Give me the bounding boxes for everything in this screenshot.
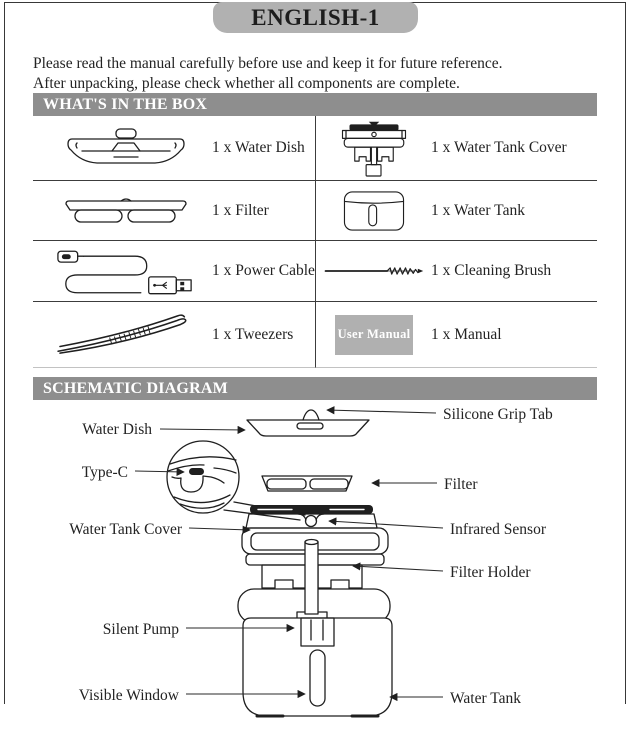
list-item xyxy=(315,181,597,241)
item-label: 1 x Power Cable xyxy=(212,262,315,279)
intro-text xyxy=(33,54,608,94)
list-item xyxy=(33,241,315,302)
label-silent-pump: Silent Pump xyxy=(102,621,179,638)
whats-in-the-box-heading-label: WHAT'S IN THE BOX xyxy=(43,95,208,113)
list-item xyxy=(315,241,597,302)
label-water-tank-cover: Water Tank Cover xyxy=(69,521,182,538)
water-tank-cover-line xyxy=(189,528,250,530)
item-label: 1 x Water Tank xyxy=(431,201,525,219)
power-cable-icon xyxy=(43,243,208,299)
schematic-diagram xyxy=(0,400,629,730)
manual-cover xyxy=(335,315,413,355)
item-label: 1 x Water Dish xyxy=(212,139,305,156)
infrared-sensor-line xyxy=(329,521,443,528)
language-tab xyxy=(213,2,418,33)
list-item xyxy=(33,116,315,181)
list-item xyxy=(315,116,597,181)
list-item xyxy=(315,302,597,368)
item-label: 1 x Cleaning Brush xyxy=(431,262,552,279)
label-water-dish: Water Dish xyxy=(82,421,152,438)
item-label: 1 x Filter xyxy=(212,201,269,219)
item-label: 1 x Water Tank Cover xyxy=(431,139,567,156)
water-tank-icon xyxy=(324,186,424,236)
water-dish-drawing xyxy=(247,410,369,436)
tweezers-icon xyxy=(43,313,208,357)
list-item xyxy=(33,302,315,368)
label-infrared-sensor: Infrared Sensor xyxy=(450,521,546,538)
intro-line-2: After unpacking, please check whether all components are complete. xyxy=(33,75,460,92)
manual-cover-text: User Manual xyxy=(337,327,411,341)
item-label: 1 x Tweezers xyxy=(212,325,294,343)
schematic-heading xyxy=(33,377,597,400)
silicone-grip-tab-line xyxy=(327,410,436,413)
label-visible-window: Visible Window xyxy=(78,687,179,704)
type-c-line xyxy=(135,471,184,472)
water-tank-drawing xyxy=(243,618,392,716)
label-water-tank: Water Tank xyxy=(450,690,521,707)
schematic-heading-label: SCHEMATIC DIAGRAM xyxy=(43,379,228,397)
manual-icon xyxy=(324,315,424,355)
page-title: ENGLISH-1 xyxy=(251,4,380,30)
box-items-grid xyxy=(33,116,597,368)
list-item xyxy=(33,181,315,241)
water-tank-cover-icon xyxy=(324,117,424,179)
item-label: 1 x Manual xyxy=(431,325,502,343)
whats-in-the-box-heading xyxy=(33,93,597,116)
label-filter-holder: Filter Holder xyxy=(450,564,531,581)
label-type-c: Type-C xyxy=(81,464,128,481)
intro-line-1: Please read the manual carefully before use and keep it for future reference. xyxy=(33,55,503,72)
pump-tube-drawing xyxy=(305,540,318,615)
cleaning-brush-icon xyxy=(324,263,424,279)
label-silicone-grip-tab: Silicone Grip Tab xyxy=(443,406,553,423)
filter-holder-line xyxy=(353,566,443,571)
filter-icon xyxy=(43,196,208,226)
label-filter: Filter xyxy=(444,476,478,493)
filter-drawing xyxy=(262,476,352,491)
water-dish-line xyxy=(160,429,245,430)
water-dish-icon xyxy=(43,125,208,171)
